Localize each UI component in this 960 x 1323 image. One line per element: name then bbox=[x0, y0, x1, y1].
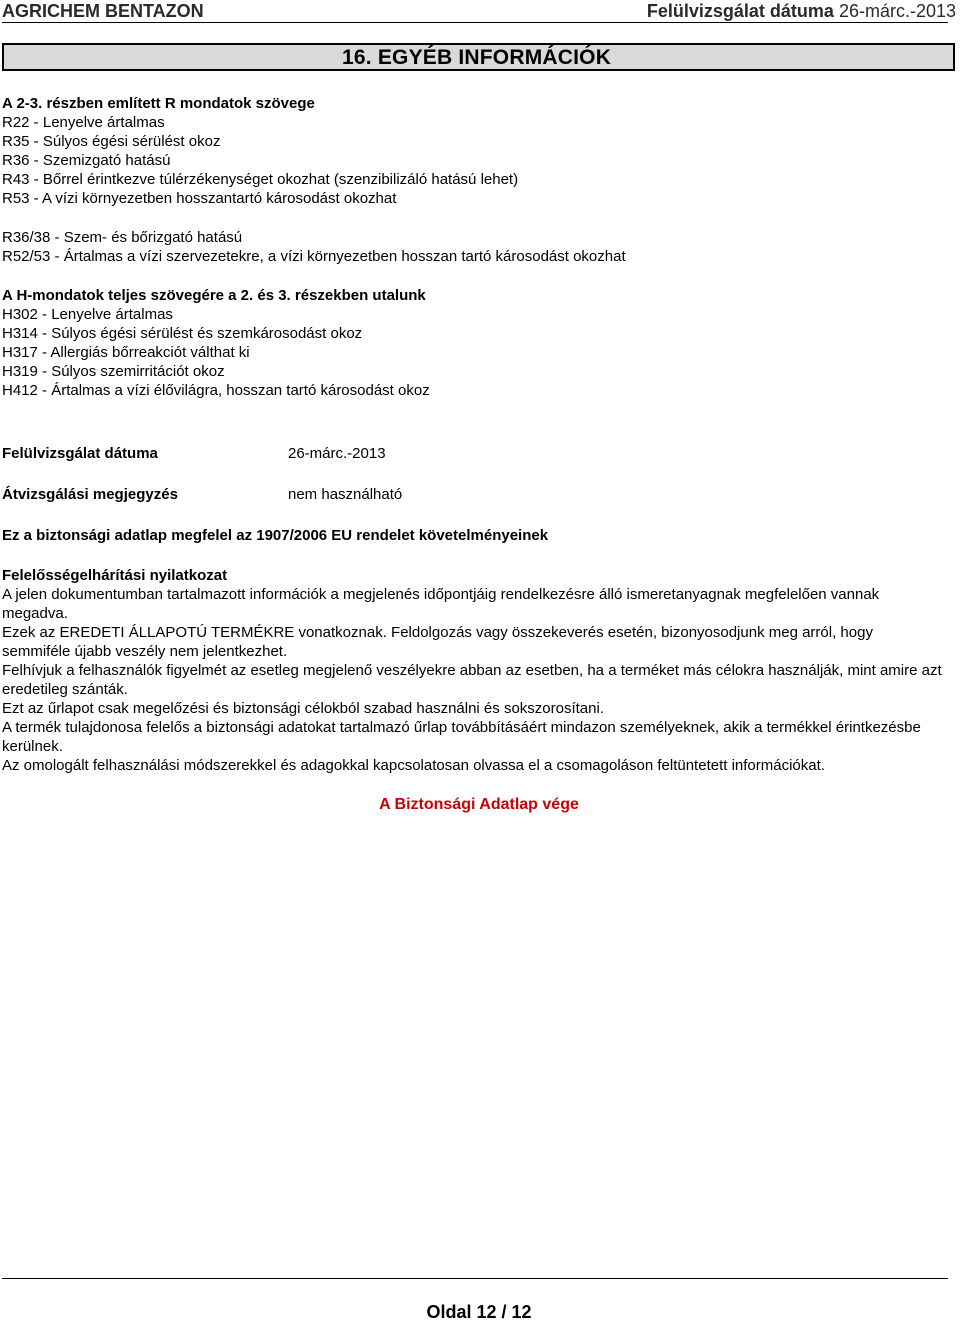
header-revision-date: 26-márc.-2013 bbox=[838, 1, 956, 21]
header-revision bbox=[647, 1, 956, 22]
page-number: Oldal 12 / 12 bbox=[426, 1302, 532, 1322]
disclaimer-paragraph: Ezt az űrlapot csak megelőzési és biztonsági célokból szabad használni és sokszorosítani. bbox=[2, 700, 604, 717]
disclaimer-paragraph: Ezek az EREDETI ÁLLAPOTÚ TERMÉKRE vonatkoznak. Feldolgozás vagy összekeverés esetén, bizonyosodjunk meg arról, hogy semmiféle újabb veszély nem jelentkezhet. bbox=[2, 624, 873, 660]
disclaimer-paragraph: A jelen dokumentumban tartalmazott információk a megjelenés időpontjáig rendelkezésre álló ismeretanyagnak megfelelően vannak megadva. bbox=[2, 586, 880, 622]
r-phrase: R36/38 - Szem- és bőrizgató hatású bbox=[2, 229, 243, 246]
r-phrase: R53 - A vízi környezetben hosszantartó károsodást okozhat bbox=[2, 190, 397, 207]
h-phrase: H319 - Súlyos szemirritációt okoz bbox=[2, 363, 225, 380]
r-phrase: R36 - Szemizgató hatású bbox=[2, 152, 171, 169]
header-revision-label: Felülvizsgálat dátuma bbox=[646, 1, 834, 21]
footer-divider bbox=[2, 1278, 948, 1279]
disclaimer-paragraph: Felhívjuk a felhasználók figyelmét az esetleg megjelenő veszélyekre abban az esetben, ha a terméket más célokra használják, mint amire azt eredetileg szánták. bbox=[2, 662, 942, 698]
h-phrase: H302 - Lenyelve ártalmas bbox=[2, 306, 173, 323]
disclaimer bbox=[2, 566, 942, 775]
r-phrase: R35 - Súlyos égési sérülést okoz bbox=[2, 133, 221, 150]
disclaimer-paragraph: A termék tulajdonosa felelős a biztonsági adatokat tartalmazó űrlap továbbításáért mindazon személyeknek, akik a termékkel érintkezésbe kerülnek. bbox=[2, 719, 921, 755]
disclaimer-heading: Felelősségelhárítási nyilatkozat bbox=[2, 567, 228, 584]
compliance-statement: Ez a biztonsági adatlap megfelel az 1907/2006 EU rendelet követelményeinek bbox=[2, 527, 549, 544]
review-note-label: Átvizsgálási megjegyzés bbox=[2, 486, 178, 503]
r-phrase: R22 - Lenyelve ártalmas bbox=[2, 114, 165, 131]
h-phrases-heading: A H-mondatok teljes szövegére a 2. és 3. részekben utalunk bbox=[2, 287, 426, 304]
r-phrases-heading: A 2-3. részben említett R mondatok szövege bbox=[2, 95, 315, 112]
product-name: AGRICHEM BENTAZON bbox=[2, 1, 204, 21]
review-date-value: 26-márc.-2013 bbox=[288, 445, 386, 462]
page-header bbox=[0, 0, 960, 22]
r-phrase: R52/53 - Ártalmas a vízi szervezetekre, a vízi környezetben hosszan tartó károsodást okozhat bbox=[2, 248, 626, 265]
end-of-sheet: A Biztonsági Adatlap vége bbox=[379, 796, 579, 813]
r-phrase: R43 - Bőrrel érintkezve túlérzékenységet okozhat (szenzibilizáló hatású lehet) bbox=[2, 171, 519, 188]
h-phrase: H412 - Ártalmas a vízi élővilágra, hosszan tartó károsodást okoz bbox=[2, 382, 430, 399]
header-divider bbox=[2, 22, 948, 23]
disclaimer-paragraph: Az omologált felhasználási módszerekkel és adagokkal kapcsolatosan olvassa el a csomagoláson feltüntetett információkat. bbox=[2, 757, 825, 774]
review-date-label: Felülvizsgálat dátuma bbox=[2, 445, 158, 462]
phrase-lists bbox=[2, 94, 626, 400]
h-phrase: H314 - Súlyos égési sérülést és szemkárosodást okoz bbox=[2, 325, 363, 342]
h-phrase: H317 - Allergiás bőrreakciót válthat ki bbox=[2, 344, 250, 361]
review-note-value: nem használható bbox=[288, 486, 403, 503]
section-title: 16. EGYÉB INFORMÁCIÓK bbox=[342, 46, 612, 69]
